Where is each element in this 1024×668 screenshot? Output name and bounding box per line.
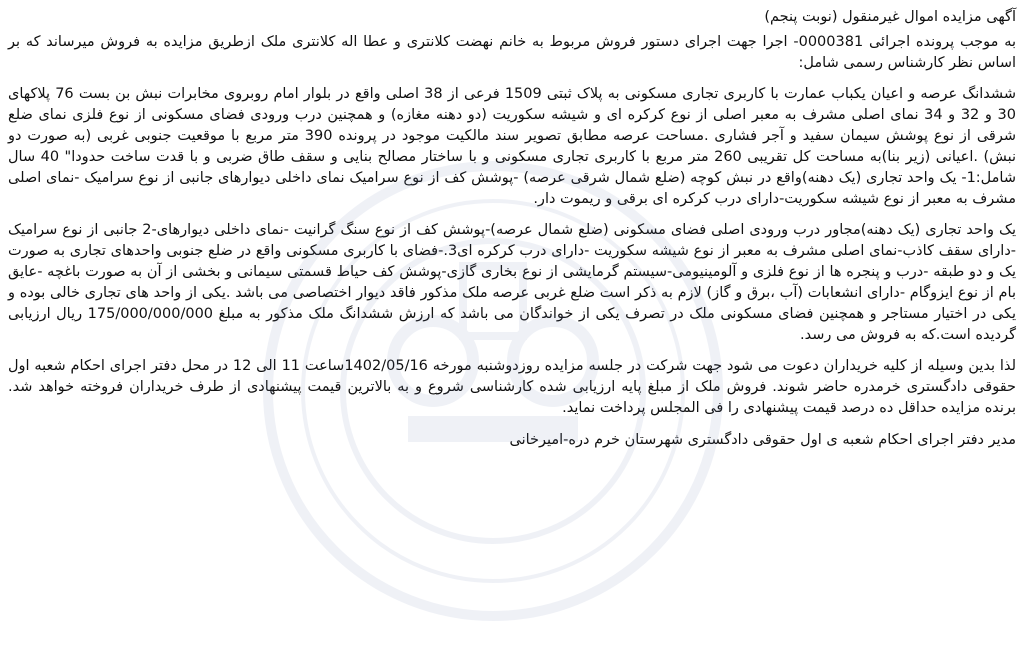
paragraph-auction-invitation: لذا بدین وسیله از کلیه خریداران دعوت می شود جهت شرکت در جلسه مزایده روزدوشنبه مورخه 1402/05/16ساعت 11 الی 12 در محل دفتر اجرای احکام شعبه اول حقوقی دادگستری خرمدره حاضر شوند. فروش ملک از مبلغ پایه ارزیابی شده کارشناسی شروع و به بالاترین قیمت پیشنهادی از طرف خریداران فروخته خواهد شد. برنده مزایده حداقل ده درصد قیمت پیشنهادی را فی المجلس پرداخت نماید. (8, 358, 1016, 416)
paragraph-units-and-valuation: یک واحد تجاری (یک دهنه)مجاور درب ورودی اصلی فضای مسکونی (ضلع شمال عرصه)-پوشش کف از نوع سنگ گرانیت -نمای داخلی دیوارهای-2 جانبی از نوع سرامیک -دارای سقف کاذب-نمای اصلی مشرف به معبر از نوع شیشه سکوریت -دارای درب کرکره ای3.-فضای با کاربری مسکونی واقع در ضلع جنوبی واحدهای تجاری به صورت یک و دو طبقه -درب و پنجره ها از نوع فلزی و آلومینیومی-سیستم گرمایشی از نوع بخاری گازی-پوشش کف حیاط قسمتی سیمانی و بخشی از آن به صورت باغچه -عایق بام از نوع ایزوگام -دارای انشعابات (آب ،برق و گاز) لازم به ذکر است ضلع غربی عرصه ملک مذکور فاقد دیوار اختصاصی می باشد .یکی از واحد های تجاری خالی بوده و یکی در اختیار مستاجر و همچنین فضای مسکونی ملک در تصرف یکی از خواندگان می باشد که ارزش ششدانگ ملک مذکور به مبلغ 175/000/000/000 ریال ارزیابی گردیده است.که به فروش می رسد. (8, 222, 1017, 343)
paragraph-case-intro: به موجب پرونده اجرائی 0000381- اجرا جهت اجرای دستور فروش مربوط به خانم نهضت کلانتری و عطا اله کلانتری ملک ازطریق مزایده به فروش میرساند که بر اساس نظر کارشناس رسمی شامل: (8, 34, 1016, 71)
paragraph-property-description: ششدانگ عرصه و اعیان یکباب عمارت با کاربری تجاری مسکونی به پلاک ثبتی 1509 فرعی از 38 اصلی واقع در بلوار امام روبروی مخابرات نبش بن بست 76 پلاکهای 30 و 32 و 34 نمای اصلی مشرف به معبر اصلی از نوع کرکره ای و شیشه سکوریت (دو دهنه مغازه) و همچنین درب ورودی فضای مسکونی از نوع فلزی نمای ضلع شرقی از نوع پوشش سیمان سفید و آجر فشاری .مساحت عرصه مطابق تصویر سند مالکیت موجود در پرونده 390 متر مربع با موقعیت جنوبی غربی (به صورت دو نبش) .اعیانی (زیر بنا)به مساحت کل تقریبی 260 متر مربع با کاربری تجاری مسکونی و با ساختار مصالح بنایی و سقف طاق ضربی و با قدت ساخت حدودا" 40 سال شامل:1- یک واحد تجاری (یک دهنه)واقع در نبش کوچه (ضلع شمال شرقی عرصه) -پوشش کف از نوع سرامیک نمای داخلی دیوارهای جانبی از نوع سرامیک -نمای اصلی مشرف به معبر از نوع شیشه سکوریت-دارای درب کرکره ای برقی و ریموت دار. (8, 86, 1016, 207)
signature-line: مدیر دفتر اجرای احکام شعبه ی اول حقوقی دادگستری شهرستان خرم دره-امیرخانی (509, 432, 1016, 448)
notice-title: آگهی مزایده اموال غیرمنقول (نوبت پنجم) (764, 9, 1016, 25)
document-page (8, 6, 1016, 668)
